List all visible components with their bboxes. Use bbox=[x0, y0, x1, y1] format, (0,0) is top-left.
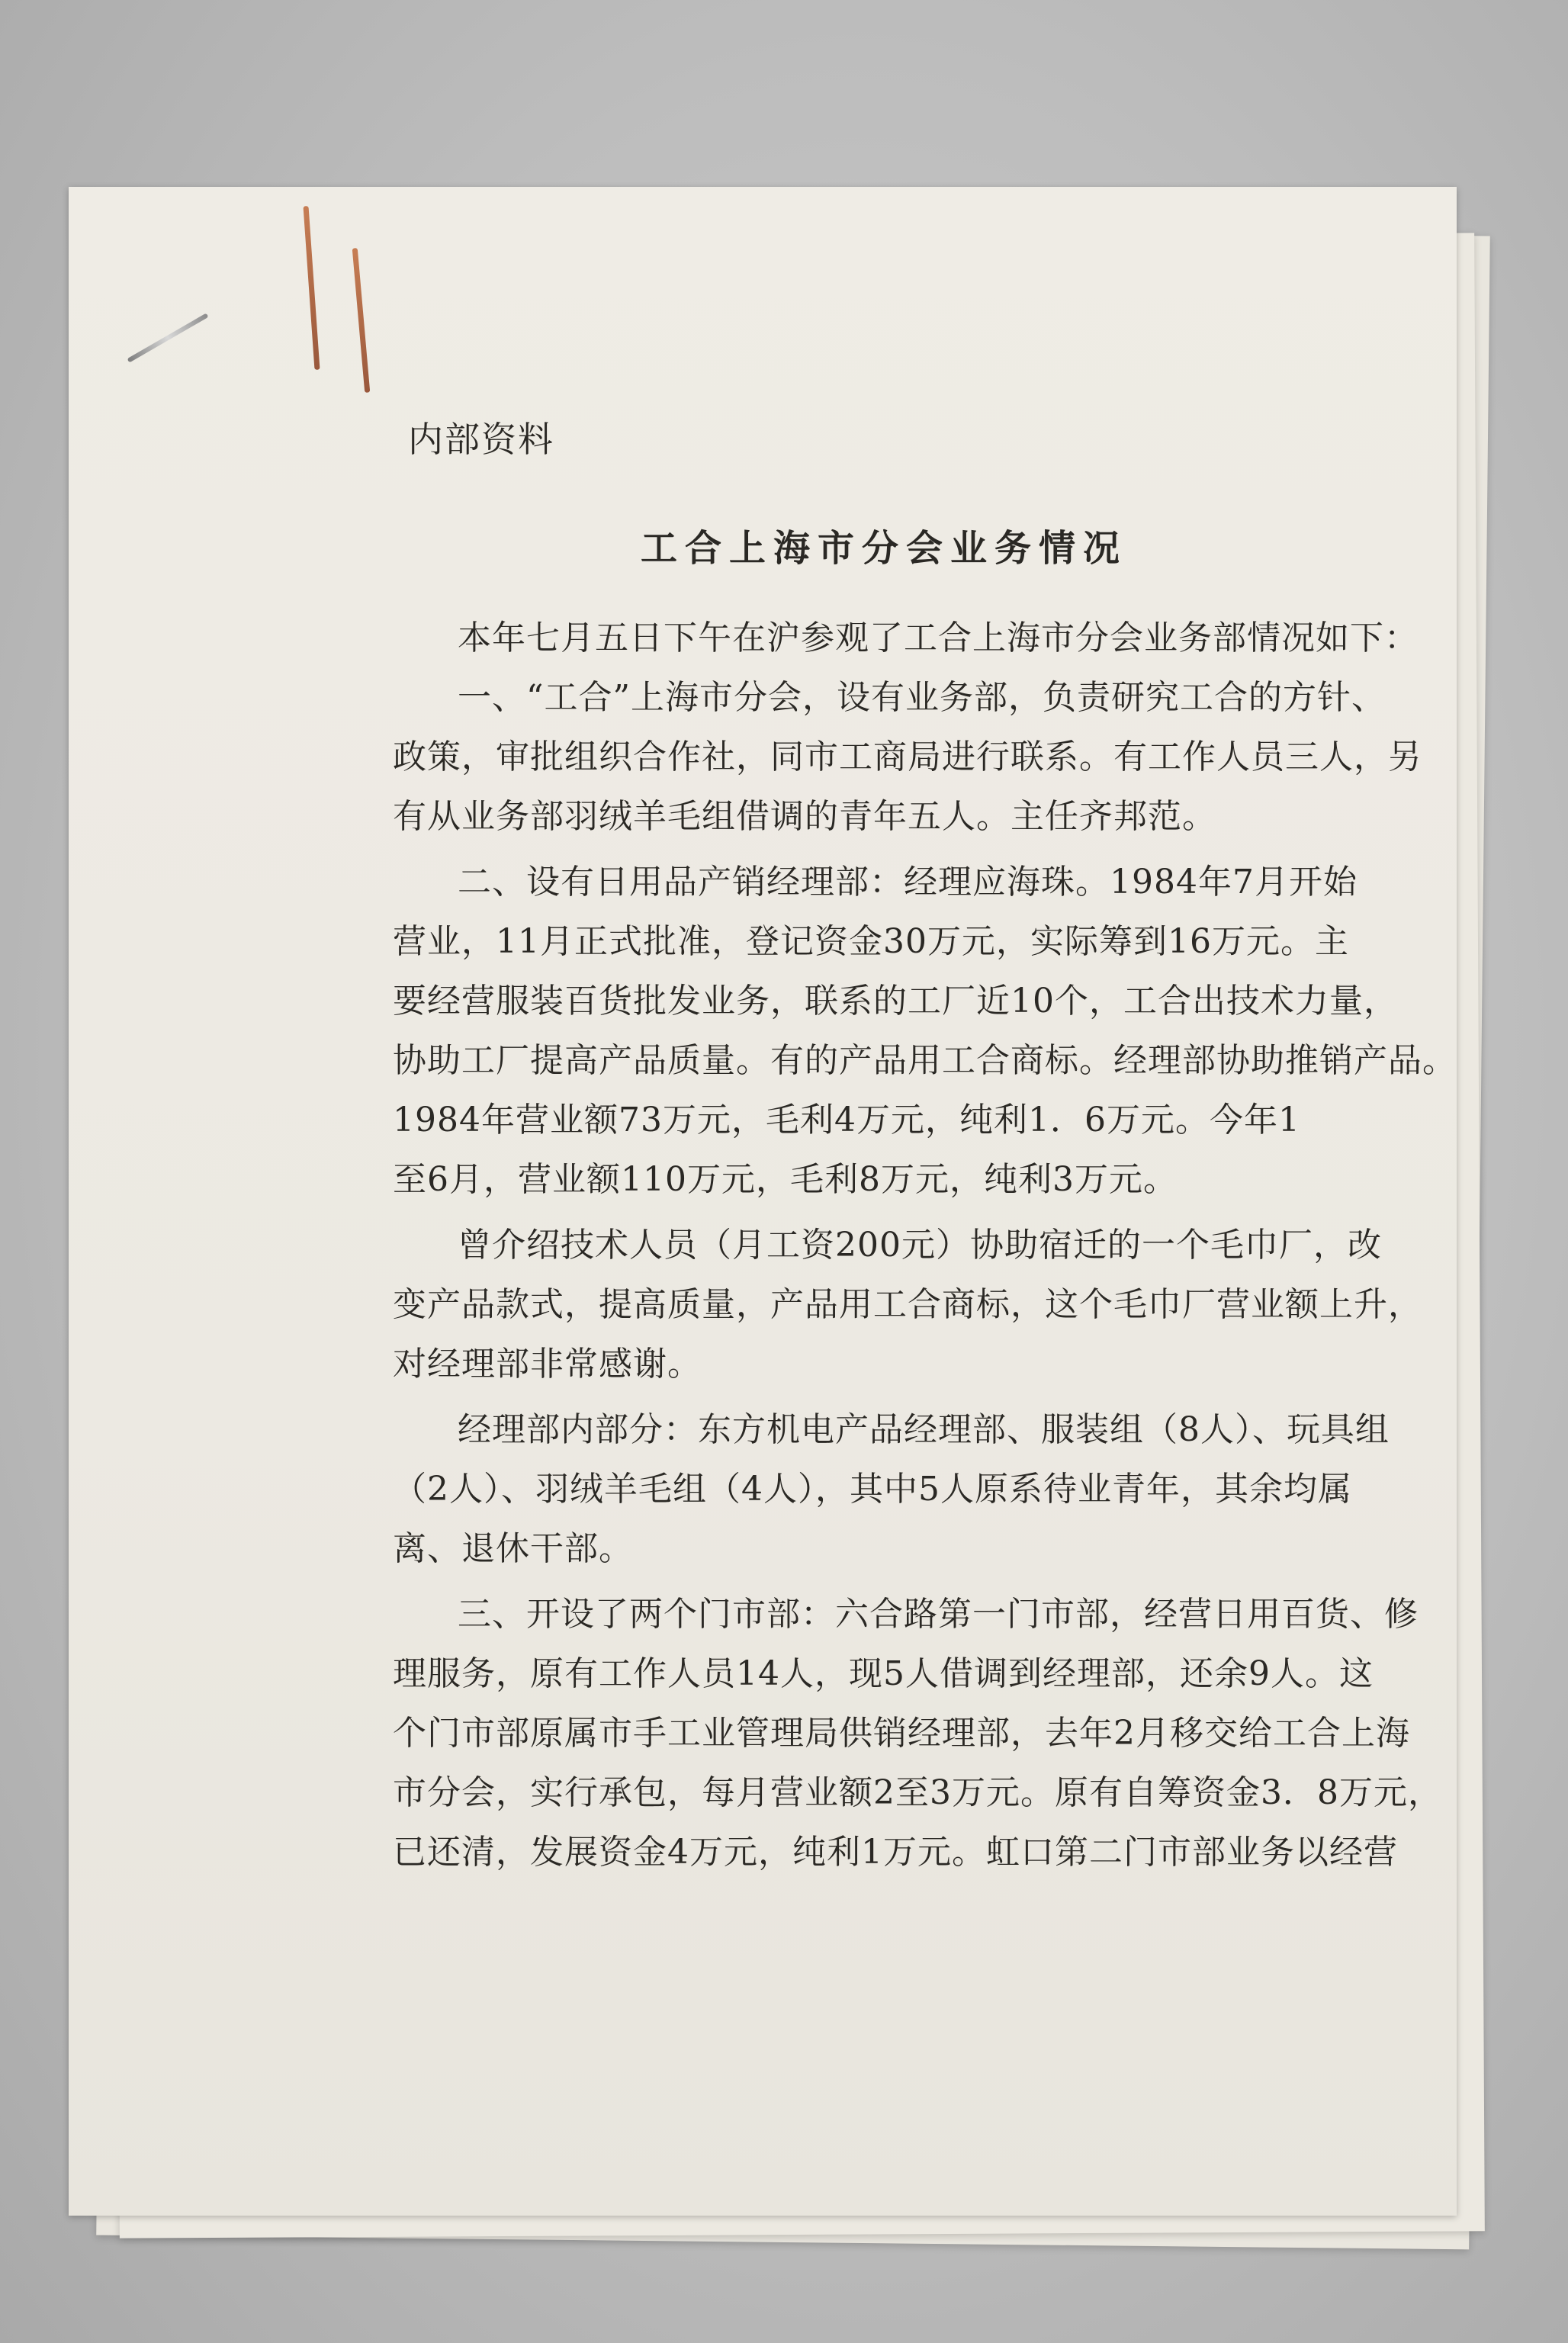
body-line: 一、“工合”上海市分会，设有业务部，负责研究工合的方针、 bbox=[458, 678, 1386, 717]
body-line: 曾介绍技术人员（月工资200元）协助宿迁的一个毛巾厂，改 bbox=[458, 1226, 1382, 1265]
body-line: 协助工厂提高产品质量。有的产品用工合商标。经理部协助推销产品。 bbox=[393, 1041, 1457, 1080]
body-line: 要经营服装百货批发业务，联系的工厂近10个，工合出技术力量， bbox=[393, 982, 1398, 1020]
document-title: 工合上海市分会业务情况 bbox=[641, 527, 1128, 570]
body-line: 至6月，营业额110万元，毛利8万元，纯利3万元。 bbox=[393, 1160, 1178, 1199]
body-line: 营业，11月正式批准，登记资金30万元，实际筹到16万元。主 bbox=[393, 922, 1349, 961]
body-line: （2人）、羽绒羊毛组（4人），其中5人原系待业青年，其余均属 bbox=[393, 1470, 1352, 1509]
body-line: 经理部内部分：东方机电产品经理部、服装组（8人）、玩具组 bbox=[458, 1410, 1390, 1449]
body-line: 有从业务部羽绒羊毛组借调的青年五人。主任齐邦范。 bbox=[393, 797, 1216, 836]
body-line: 个门市部原属市手工业管理局供销经理部，去年2月移交给工合上海 bbox=[393, 1714, 1410, 1753]
body-line: 三、开设了两个门市部：六合路第一门市部，经营日用百货、修 bbox=[458, 1595, 1419, 1634]
body-line: 已还清，发展资金4万元，纯利1万元。虹口第二门市部业务以经营 bbox=[393, 1833, 1398, 1872]
body-line: 变产品款式，提高质量，产品用工合商标，这个毛巾厂营业额上升， bbox=[393, 1285, 1422, 1324]
body-line: 1984年营业额73万元，毛利4万元，纯利1．6万元。今年1 bbox=[393, 1101, 1300, 1139]
body-line: 政策，审批组织合作社，同市工商局进行联系。有工作人员三人，另 bbox=[393, 738, 1422, 776]
body-line: 二、设有日用品产销经理部：经理应海珠。1984年7月开始 bbox=[458, 863, 1358, 902]
body-line: 市分会，实行承包，每月营业额2至3万元。原有自筹资金3．8万元， bbox=[393, 1773, 1442, 1812]
internal-label: 内部资料 bbox=[408, 419, 554, 460]
body-line: 对经理部非常感谢。 bbox=[393, 1345, 702, 1384]
body-line: 理服务，原有工作人员14人，现5人借调到经理部，还余9人。这 bbox=[393, 1654, 1374, 1693]
body-line: 离、退休干部。 bbox=[393, 1529, 633, 1568]
paper-sheet bbox=[69, 187, 1457, 2216]
body-line: 本年七月五日下午在沪参观了工合上海市分会业务部情况如下： bbox=[458, 619, 1419, 657]
